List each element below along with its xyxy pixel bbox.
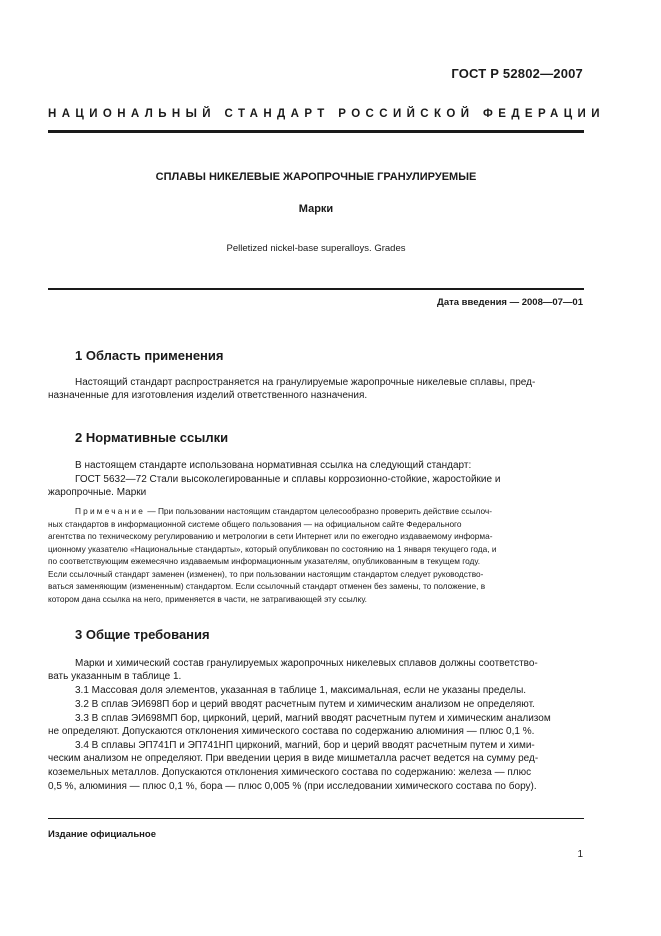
national-standard-title: НАЦИОНАЛЬНЫЙ СТАНДАРТ РОССИЙСКОЙ ФЕДЕРАЦИИ — [48, 108, 605, 120]
page-number: 1 — [577, 849, 583, 860]
section-2-heading: 2 Нормативные ссылки — [75, 430, 229, 445]
note-line: ных стандартов в информационной системе общего пользования — на официальном сайте Федерального — [48, 519, 462, 529]
note-line: ционному указателю «Национальные стандарты», который опубликован по состоянию на 1 января текущего года, и — [48, 544, 497, 554]
section-1-line-2: назначенные для изготовления изделий ответственного назначения. — [48, 390, 368, 401]
note-line: Если ссылочный стандарт заменен (изменен), то при пользовании настоящим стандартом следует руководство- — [48, 569, 484, 579]
header-divider — [48, 130, 584, 133]
note-first-text: — При пользовании настоящим стандартом целесообразно проверить действие ссылоч- — [145, 506, 493, 516]
section-3-intro-line-1: Марки и химический состав гранулируемых жаропрочных никелевых сплавов должны соответство- — [75, 658, 538, 669]
item-3-4-line-4: 0,5 %, алюминия — плюс 0,1 %, бора — плюс 0,005 % (при исследовании химического состава по бору). — [48, 781, 537, 792]
note-line: ваться заменяющим (измененным) стандартом. Если ссылочный стандарт отменен без замены, то положение, в — [48, 581, 486, 591]
official-edition-label: Издание официальное — [48, 829, 156, 840]
title-divider — [48, 288, 584, 290]
item-3-4-line-1: 3.4 В сплавы ЭП741П и ЭП741НП цирконий, магний, бор и церий вводят расчетным путем и хими- — [75, 740, 535, 751]
document-subtitle: Марки — [298, 203, 334, 215]
english-title: Pelletized nickel-base superalloys. Grades — [226, 243, 406, 254]
note-line: агентства по техническому регулированию и метрологии в сети Интернет или по ежегодно издаваемому информа- — [48, 531, 493, 541]
item-3-3-line-1: 3.3 В сплав ЭИ698МП бор, цирконий, церий, магний вводят расчетным путем и химическим анализом — [75, 713, 551, 724]
section-1-heading: 1 Область применения — [75, 348, 224, 363]
section-2-line-1: В настоящем стандарте использована нормативная ссылка на следующий стандарт: — [75, 460, 472, 471]
note-first-line — [75, 505, 582, 518]
section-1-line-1: Настоящий стандарт распространяется на гранулируемые жаропрочные никелевые сплавы, пред- — [75, 377, 536, 388]
introduction-date: Дата введения — 2008—07—01 — [437, 297, 583, 308]
note-line: по соответствующим ежемесячно издаваемым информационным указателям, опубликованным в текущем году. — [48, 556, 481, 566]
section-3-heading: 3 Общие требования — [75, 627, 210, 642]
document-number: ГОСТ Р 52802—2007 — [451, 66, 583, 81]
section-3-intro-line-2: вать указанным в таблице 1. — [48, 671, 182, 682]
section-2-line-3: жаропрочные. Марки — [48, 487, 147, 498]
item-3-4-line-3: коземельных металлов. Допускаются отклонения химического состава по содержанию: железа — плюс — [48, 767, 532, 778]
document-title: СПЛАВЫ НИКЕЛЕВЫЕ ЖАРОПРОЧНЫЕ ГРАНУЛИРУЕМЫЕ — [155, 171, 477, 183]
item-3-2: 3.2 В сплав ЭИ698П бор и церий вводят расчетным путем и химическим анализом не определяют. — [75, 699, 535, 710]
section-2-gost-reference: ГОСТ 5632—72 Стали высоколегированные и сплавы коррозионно-стойкие, жаростойкие и — [75, 474, 501, 485]
footer-divider — [48, 818, 584, 819]
item-3-1: 3.1 Массовая доля элементов, указанная в таблице 1, максимальная, если не указаны пределы. — [75, 685, 527, 696]
item-3-4-line-2: ческим анализом не определяют. При введении церия в виде мишметалла расчет ведется на сумму ред- — [48, 753, 539, 764]
item-3-3-line-2: не определяют. Допускаются отклонения химического состава по содержанию алюминия — плюс 0,1 %. — [48, 726, 535, 737]
note-line: котором дана ссылка на него, применяется в части, не затрагивающей эту ссылку. — [48, 594, 367, 604]
note-label: Примечание — [75, 506, 146, 516]
